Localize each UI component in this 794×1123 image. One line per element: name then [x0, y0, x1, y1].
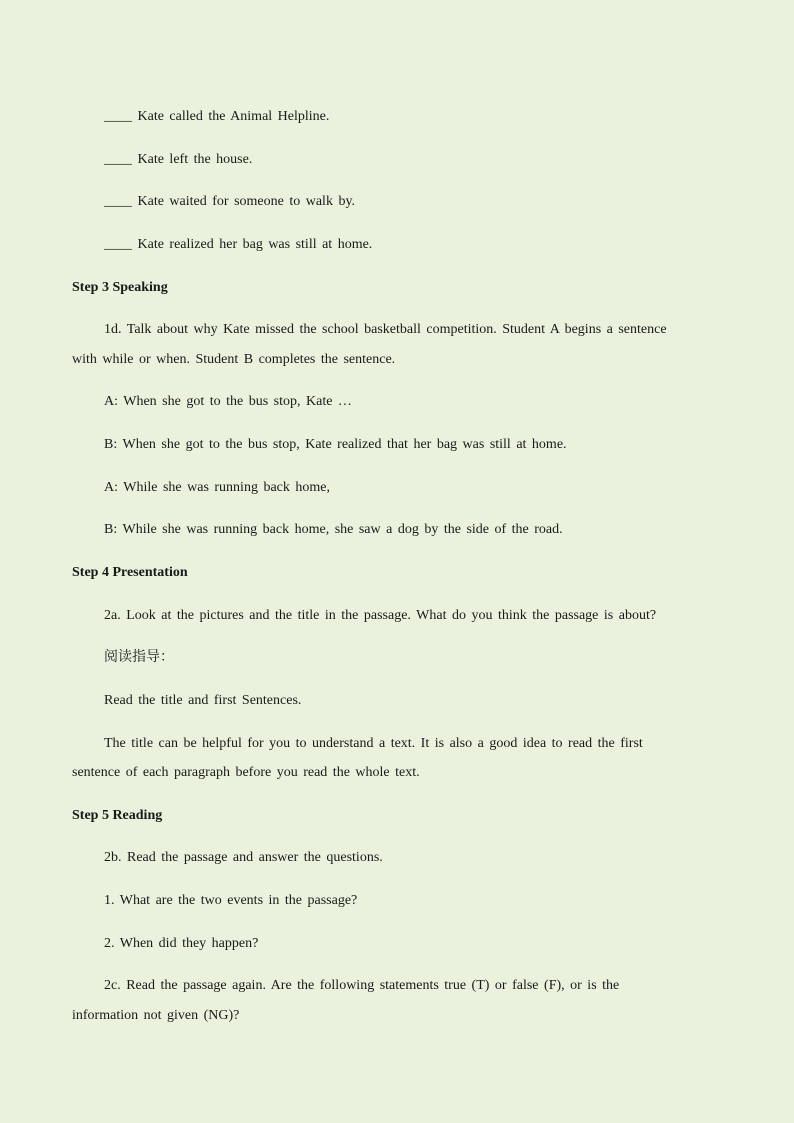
step4-instruction: 2a. Look at the pictures and the title in the passage. What do you think the passage is about? — [104, 608, 657, 623]
question-2: 2. When did they happen? — [104, 936, 259, 951]
reading-guide-text-line1: The title can be helpful for you to understand a text. It is also a good idea to read the first — [104, 736, 643, 751]
task-2c-line2: information not given (NG)? — [72, 1008, 240, 1023]
step5-heading: Step 5 Reading — [72, 808, 163, 823]
step4-heading: Step 4 Presentation — [72, 565, 188, 580]
event-item-4: ____ Kate realized her bag was still at home. — [104, 237, 373, 252]
dialogue-line-4: B: While she was running back home, she saw a dog by the side of the road. — [104, 522, 563, 537]
event-item-1: ____ Kate called the Animal Helpline. — [104, 109, 330, 124]
dialogue-line-2: B: When she got to the bus stop, Kate realized that her bag was still at home. — [104, 437, 567, 452]
step3-heading: Step 3 Speaking — [72, 280, 168, 295]
dialogue-line-3: A: While she was running back home, — [104, 480, 330, 495]
event-item-3: ____ Kate waited for someone to walk by. — [104, 194, 356, 209]
question-1: 1. What are the two events in the passage? — [104, 893, 358, 908]
event-item-2: ____ Kate left the house. — [104, 152, 253, 167]
task-2c-line1: 2c. Read the passage again. Are the following statements true (T) or false (F), or is the — [104, 978, 620, 993]
reading-guide-point: Read the title and first Sentences. — [104, 693, 302, 708]
dialogue-line-1: A: When she got to the bus stop, Kate … — [104, 394, 352, 409]
reading-guide-title: 阅读指导： — [104, 649, 174, 665]
step5-instruction: 2b. Read the passage and answer the questions. — [104, 850, 383, 865]
step3-instruction-line1: 1d. Talk about why Kate missed the school basketball competition. Student A begins a sentence — [104, 322, 667, 337]
step3-instruction-line2: with while or when. Student B completes the sentence. — [72, 352, 396, 367]
reading-guide-text-line2: sentence of each paragraph before you read the whole text. — [72, 765, 420, 780]
